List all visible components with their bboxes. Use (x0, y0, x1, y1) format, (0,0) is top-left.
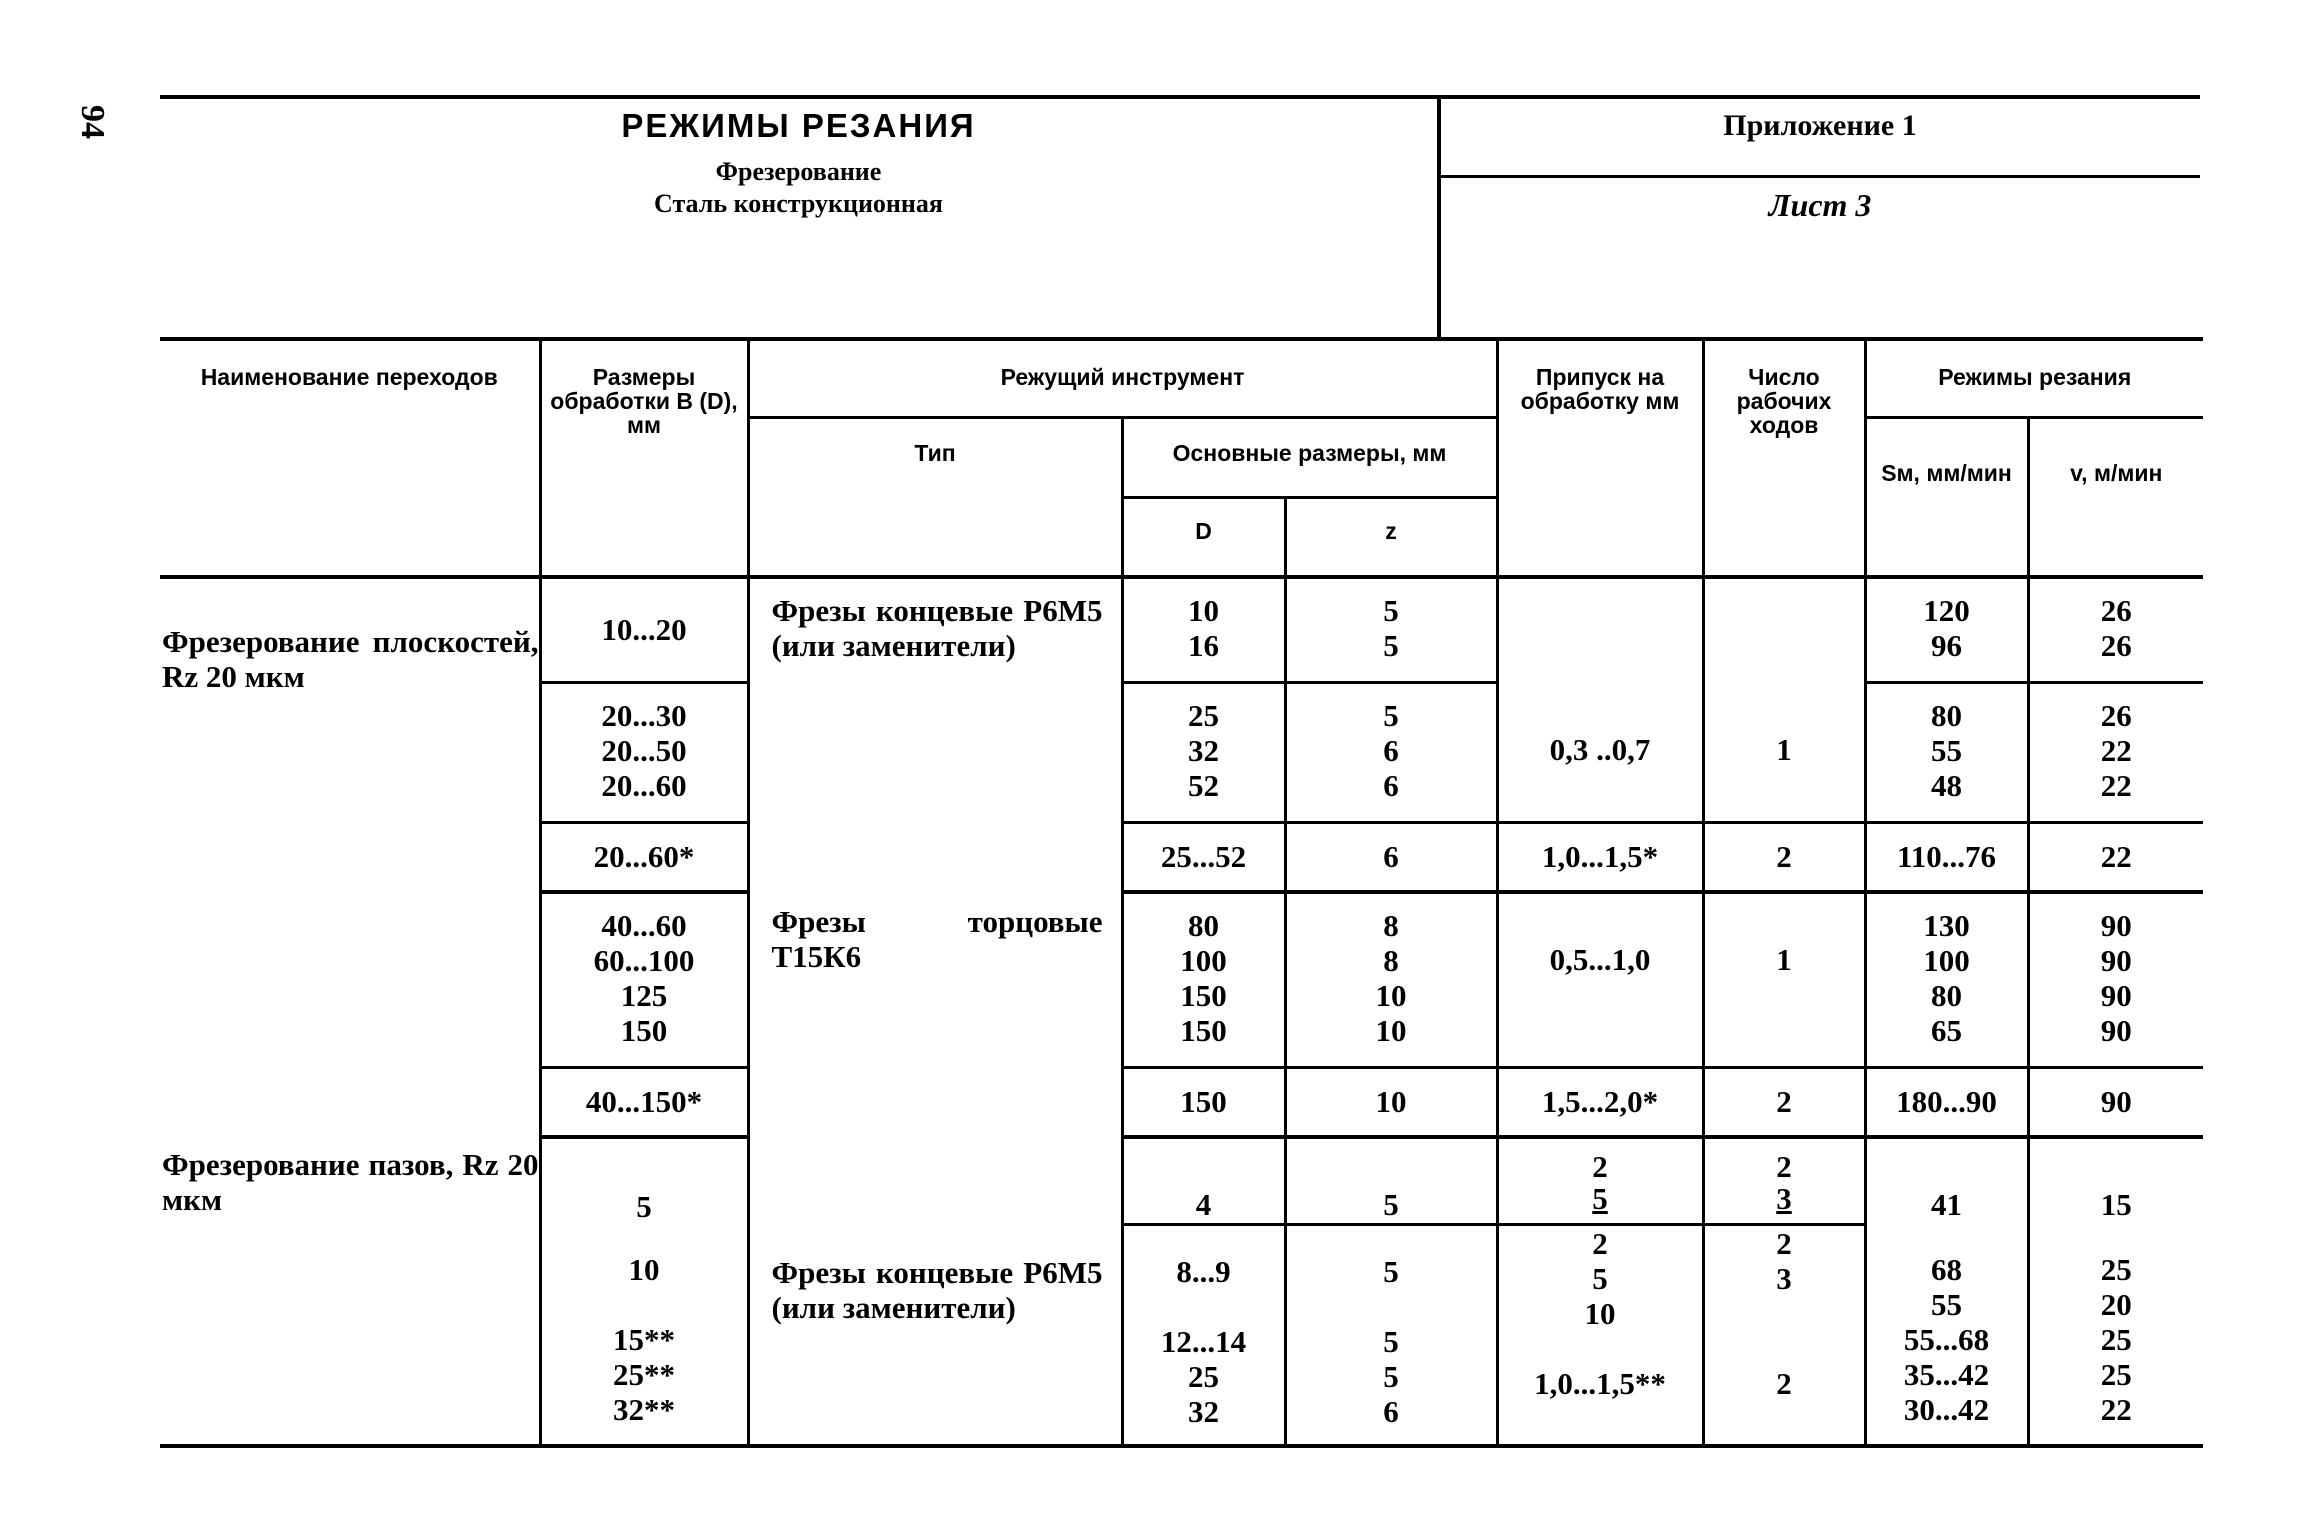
z-value: 6 (1383, 732, 1399, 768)
feed-value: 100 (1923, 943, 1970, 978)
d-cell (1122, 1067, 1285, 1137)
document-title: РЕЖИМЫ РЕЗАНИЯ (621, 107, 976, 144)
speed-value: 25 (2100, 1252, 2132, 1287)
speed-cell (2028, 577, 2203, 682)
z-value: 6 (1383, 1393, 1399, 1429)
feed-value: 96 (1931, 628, 1963, 663)
size-cell (540, 892, 748, 1067)
feed-value: 35...42 (1903, 1357, 1990, 1392)
header-right-rule (1440, 175, 2200, 178)
d-cell (1122, 682, 1285, 822)
d-value: 25...52 (1160, 839, 1247, 875)
speed-cell (2028, 682, 2203, 822)
feed-value: 68 (1931, 1252, 1963, 1287)
speed-value: 90 (2100, 1013, 2132, 1048)
cutting-modes-table (160, 337, 2203, 1448)
table-row (160, 1137, 2203, 1224)
speed-value: 25 (2100, 1357, 2132, 1392)
table-row (160, 577, 2203, 682)
passes-value: 3 (1776, 1181, 1792, 1216)
feed-cell (1865, 682, 2028, 822)
header-top-rule (160, 95, 2200, 99)
col-feed-header: Sм, мм/мин (1865, 417, 2028, 577)
col-tool-type-header: Тип (748, 417, 1122, 577)
z-cell (1285, 577, 1497, 682)
col-speed-header: v, м/мин (2028, 417, 2203, 577)
sheet-label: Лист 3 (1768, 187, 1872, 223)
feed-value: 80 (1931, 697, 1963, 733)
feed-cell (1865, 1067, 2028, 1137)
speed-value: 22 (2100, 1392, 2132, 1427)
d-cell (1122, 822, 1285, 892)
z-value: 5 (1383, 628, 1399, 663)
allowance-value: 10 (1584, 1295, 1616, 1331)
size-value: 150 (620, 1013, 668, 1048)
z-cell (1285, 892, 1497, 1067)
allowance-cell (1497, 892, 1703, 1067)
size-cell (540, 1224, 748, 1446)
size-value: 40...60 (601, 908, 687, 943)
col-modes-group-header: Режимы резания (1865, 339, 2203, 417)
speed-value: 22 (2100, 767, 2132, 803)
z-value: 5 (1383, 593, 1399, 628)
document-subtitle-process: Фрезерование (715, 157, 882, 186)
z-value: 6 (1383, 767, 1399, 803)
allowance-value: 2 (1592, 1225, 1608, 1261)
d-value: 25 (1188, 697, 1219, 733)
size-cell (540, 577, 748, 682)
passes-value: 2 (1776, 1084, 1792, 1120)
size-cell (540, 1067, 748, 1137)
passes-value: 1 (1776, 732, 1792, 768)
col-passes-header: Число рабочих ходов (1703, 339, 1865, 577)
passes-cell (1703, 1224, 1865, 1446)
feed-value: 55 (1931, 1287, 1963, 1322)
appendix-label: Приложение 1 (1723, 109, 1917, 142)
speed-value: 26 (2100, 593, 2132, 628)
z-value: 10 (1375, 1084, 1407, 1120)
feed-value: 55...68 (1903, 1322, 1990, 1357)
tool-type-cell: Фрезы концевые Р6М5 (или заменители) (748, 577, 1122, 892)
z-cell (1285, 1067, 1497, 1137)
col-tool-group-header: Режущий инструмент (748, 339, 1497, 417)
speed-value: 90 (2100, 978, 2132, 1013)
passes-value: 1 (1776, 942, 1792, 977)
d-value: 25 (1188, 1358, 1219, 1394)
size-value: 10 (628, 1252, 660, 1287)
size-value: 60...100 (593, 943, 695, 978)
feed-value: 65 (1931, 1013, 1963, 1048)
z-value: 8 (1383, 908, 1399, 943)
speed-value: 25 (2100, 1322, 2132, 1357)
allowance-cell (1497, 1224, 1703, 1446)
passes-cell (1703, 577, 1865, 822)
tool-type-cell: Фрезы концевые Р6М5 (или заменители) (748, 1137, 1122, 1446)
size-value: 20...60* (593, 839, 695, 875)
size-cell (540, 822, 748, 892)
speed-cell (2028, 822, 2203, 892)
size-value: 20...30 (601, 697, 687, 733)
document-subtitle-material: Сталь конструкционная (654, 189, 943, 218)
allowance-cell (1497, 822, 1703, 892)
allowance-cell (1497, 577, 1703, 822)
d-value: 16 (1188, 628, 1219, 663)
size-value: 40...150* (585, 1084, 703, 1120)
z-value: 10 (1375, 978, 1407, 1013)
size-value: 10...20 (601, 612, 687, 648)
allowance-cell (1497, 1067, 1703, 1137)
d-value: 80 (1188, 908, 1219, 943)
speed-cell (2028, 892, 2203, 1067)
d-value: 4 (1195, 1187, 1212, 1222)
operation-cell: Фрезерование плоскостей, Rz 20 мкм (162, 624, 539, 694)
speed-value: 22 (2100, 839, 2132, 875)
size-value: 25** (613, 1357, 675, 1392)
passes-cell (1703, 1137, 1865, 1224)
allowance-value: 1,5...2,0* (1541, 1084, 1659, 1120)
d-value: 12...14 (1160, 1323, 1247, 1359)
page-number: 94 (74, 105, 111, 139)
z-value: 5 (1383, 1253, 1399, 1289)
speed-value: 90 (2100, 908, 2132, 943)
size-value: 5 (636, 1189, 652, 1224)
size-value: 20...60 (601, 767, 687, 803)
feed-value: 30...42 (1903, 1392, 1990, 1427)
tool-type-cell: Фрезы торцовые Т15К6 (748, 892, 1122, 1137)
d-value: 100 (1180, 943, 1227, 978)
speed-value: 20 (2100, 1287, 2132, 1322)
feed-cell (1865, 1224, 2028, 1446)
col-size-header: Размеры обработки В (D), мм (540, 339, 748, 577)
z-value: 6 (1383, 839, 1399, 875)
d-value: 32 (1188, 1393, 1219, 1429)
z-cell (1285, 682, 1497, 822)
z-value: 5 (1383, 1358, 1399, 1394)
speed-value: 15 (2100, 1187, 2132, 1222)
d-value: 150 (1180, 1013, 1227, 1048)
size-cell (540, 682, 748, 822)
feed-value: 130 (1923, 908, 1970, 943)
size-value: 32** (613, 1392, 675, 1427)
feed-cell (1865, 577, 2028, 682)
passes-value: 3 (1776, 1260, 1792, 1296)
speed-value: 90 (2100, 943, 2132, 978)
size-cell (540, 1137, 748, 1224)
d-cell (1122, 1137, 1285, 1224)
feed-value: 48 (1931, 767, 1963, 803)
allowance-value: 5 (1592, 1260, 1608, 1296)
z-cell (1285, 1224, 1497, 1446)
col-tool-dims-header: Основные размеры, мм (1122, 417, 1497, 497)
operation-cell: Фрезерование пазов, Rz 20 мкм (162, 1147, 539, 1217)
speed-value: 26 (2100, 697, 2132, 733)
d-cell (1122, 892, 1285, 1067)
feed-value: 55 (1931, 732, 1963, 768)
z-value: 10 (1375, 1013, 1407, 1048)
allowance-value: 1,0...1,5* (1541, 839, 1659, 875)
size-value: 15** (613, 1322, 675, 1357)
passes-value: 2 (1776, 839, 1792, 875)
feed-value: 120 (1923, 593, 1970, 628)
passes-value: 2 (1776, 1149, 1792, 1184)
allowance-value: 5 (1592, 1181, 1608, 1216)
allowance-value: 2 (1592, 1149, 1608, 1184)
z-cell (1285, 822, 1497, 892)
allowance-value: 0,3 ..0,7 (1549, 732, 1651, 768)
d-value: 150 (1180, 1084, 1227, 1120)
d-cell (1122, 1224, 1285, 1446)
allowance-value: 1,0...1,5** (1534, 1365, 1666, 1401)
speed-cell (2028, 1224, 2203, 1446)
col-operation-header: Наименование переходов (160, 339, 540, 577)
allowance-value: 0,5...1,0 (1549, 942, 1651, 977)
passes-cell (1703, 1067, 1865, 1137)
d-value: 32 (1188, 732, 1219, 768)
z-value: 5 (1383, 1187, 1399, 1222)
d-value: 10 (1188, 593, 1219, 628)
passes-value: 2 (1776, 1225, 1792, 1261)
passes-cell (1703, 822, 1865, 892)
feed-value: 180...90 (1896, 1084, 1997, 1120)
feed-value: 110...76 (1896, 839, 1997, 875)
z-value: 8 (1383, 943, 1399, 978)
z-value: 5 (1383, 1323, 1399, 1359)
allowance-cell (1497, 1137, 1703, 1224)
d-cell (1122, 577, 1285, 682)
z-cell (1285, 1137, 1497, 1224)
passes-cell (1703, 892, 1865, 1067)
col-allowance-header: Припуск на обработку мм (1497, 339, 1703, 577)
passes-value: 2 (1776, 1365, 1792, 1401)
feed-cell (1865, 892, 2028, 1067)
speed-cell (2028, 1067, 2203, 1137)
feed-value: 41 (1931, 1187, 1963, 1222)
speed-cell (2028, 1137, 2203, 1224)
z-value: 5 (1383, 697, 1399, 733)
speed-value: 26 (2100, 628, 2132, 663)
col-tool-z-header: z (1285, 497, 1497, 577)
d-value: 150 (1180, 978, 1227, 1013)
document-header (160, 95, 2200, 340)
d-value: 8...9 (1176, 1253, 1231, 1289)
feed-cell (1865, 822, 2028, 892)
size-value: 20...50 (601, 732, 687, 768)
speed-value: 22 (2100, 732, 2132, 768)
size-value: 125 (620, 978, 668, 1013)
feed-cell (1865, 1137, 2028, 1224)
col-tool-d-header: D (1122, 497, 1285, 577)
feed-value: 80 (1931, 978, 1963, 1013)
speed-value: 90 (2100, 1084, 2132, 1120)
d-value: 52 (1188, 767, 1219, 803)
